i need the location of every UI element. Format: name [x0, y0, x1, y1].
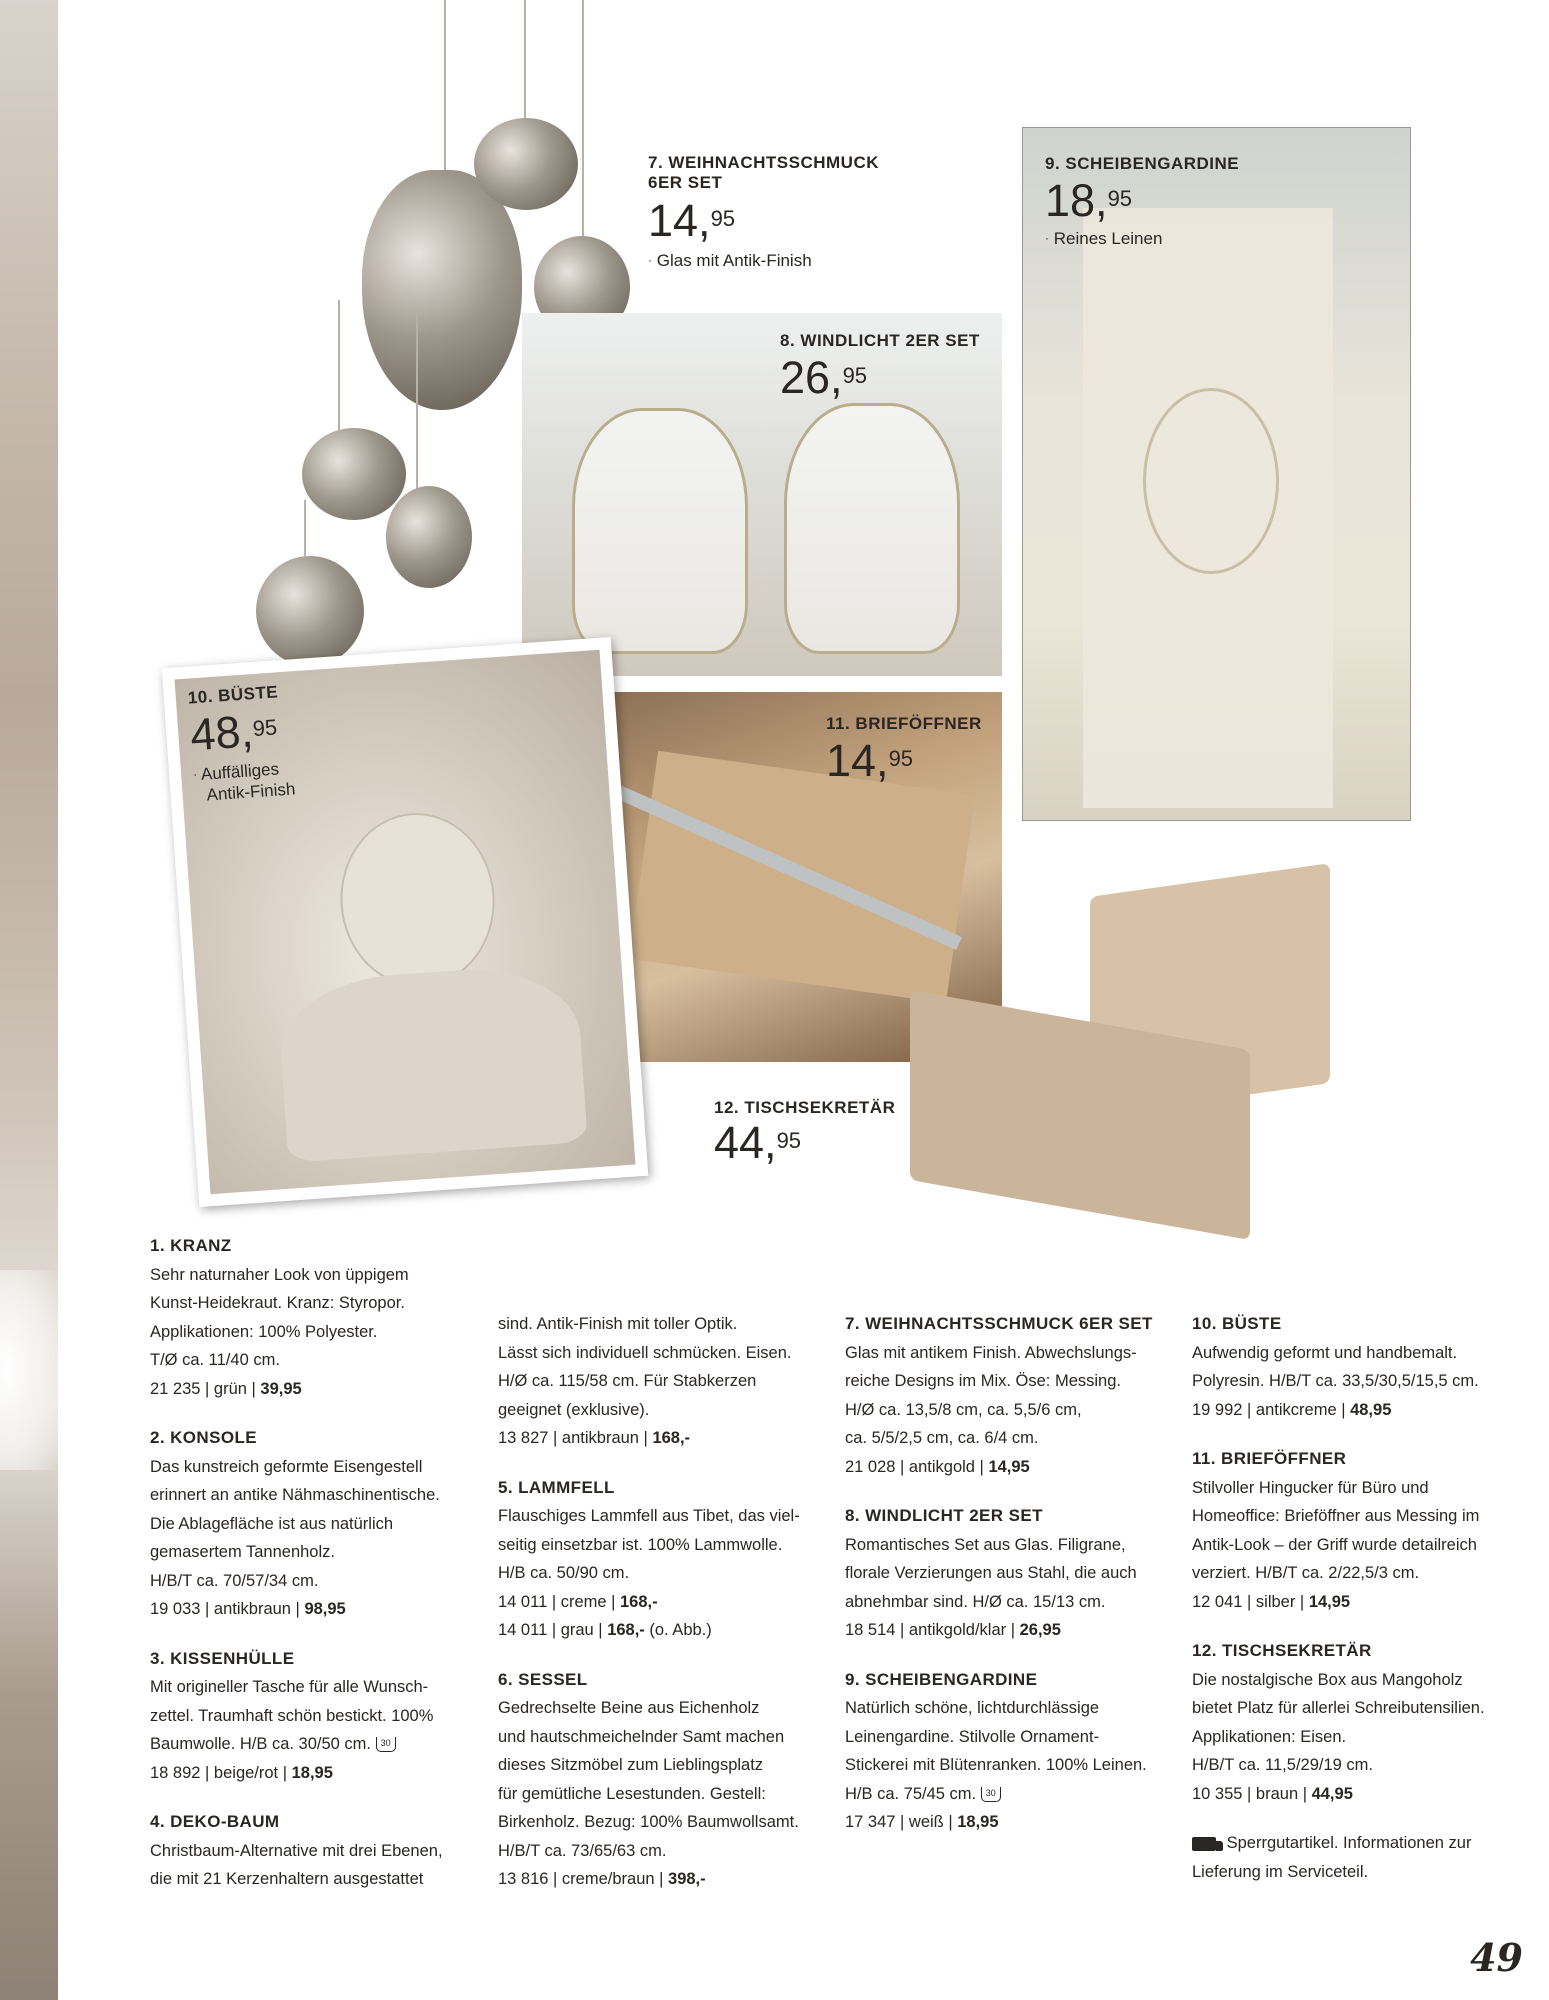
wash-30-icon: 30 — [981, 1787, 1001, 1802]
p7-title: 7. WEIHNACHTSSCHMUCK 6ER SET — [648, 153, 879, 192]
column-4: 10. BÜSTE Aufwendig geformt und handbemalt. Polyresin. H/B/T ca. 33,5/30,5/15,5 cm. 19 992 | antikcreme | 48,95 11. BRIEFÖFFNER Stilvoller Hingucker für Büro und Homeoffice: Brieföffner aus Messing im Antik-Look – der Griff wurde detailreich verziert. H/B/T ca. 2/22,5/3 cm. 12 041 | silber | 14,95 12. TISCHSEKRETÄR Die nostalgische Box aus Mangoholz bietet Platz für allerlei Schreibutensilien. Applikationen: Eisen. H/B/T ca. 11,5/29/19 cm. 10 355 | braun | 44,95 Sperrgutartikel. Informationen zur Lieferung im Serviceteil. — [1192, 1310, 1532, 1886]
column-1: 1. KRANZ Sehr naturnaher Look von üppigem Kunst-Heidekraut. Kranz: Styropor. Applikationen: 100% Polyester. T/Ø ca. 11/40 cm. 21 235 | grün | 39,95 2. KONSOLE Das kunstreich geformte Eisengestell erinnert an antike Nähmaschinentische. Die Ablagefläche ist aus natürlich gemasertem Tannenholz. H/B/T ca. 70/57/34 cm. 19 033 | antikbraun | 98,95 3. KISSENHÜLLE Mit origineller Tasche für alle Wunsch- zettel. Traumhaft schön bestickt. 100% Baumwolle. H/B ca. 30/50 cm. 30 18 892 | beige/rot | 18,95 4. DEKO-BAUM Christbaum-Alternative mit drei Ebenen, die mit 21 Kerzenhaltern ausgestattet — [150, 1232, 480, 1894]
p10-note: · Auffälliges Antik-Finish — [192, 759, 296, 805]
item-12-price-line: 10 355 | braun | 44,95 — [1192, 1784, 1353, 1803]
tischsekretaer-photo — [890, 820, 1390, 1250]
p11-title: 11. BRIEFÖFFNER — [826, 714, 982, 733]
p8-title: 8. WINDLICHT 2ER SET — [780, 331, 980, 350]
p7-price: 14,95 — [648, 195, 736, 246]
item-5-title: 5. LAMMFELL — [498, 1477, 615, 1497]
item-2-price-line: 19 033 | antikbraun | 98,95 — [150, 1600, 346, 1618]
item-6-title: 6. SESSEL — [498, 1669, 588, 1689]
column-2: sind. Antik-Finish mit toller Optik. Lässt sich individuell schmücken. Eisen. H/Ø ca. 115/58 cm. Für Stabkerzen geeignet (exklusive). 13 827 | antikbraun | 168,- 5. LAMMFELL Flauschiges Lammfell aus Tibet, das viel- seitig einsetzbar ist. 100% Lammwolle. H/B ca. 50/90 cm. 14 011 | creme | 168,- 14 011 | grau | 168,- (o. Abb.) 6. SESSEL Gedrechselte Beine aus Eichenholz und hautschmeichelnder Samt machen dieses Sitzmöbel zum Lieblingsplatz für gemütliche Lesestunden. Gestell: Birkenholz. Bezug: 100% Baumwollsamt. H/B/T ca. 73/65/63 cm. 13 816 | creme/braun | 398,- — [498, 1310, 838, 1894]
p11-price: 14,95 — [826, 735, 914, 786]
item-3-price-line: 18 892 | beige/rot | 18,95 — [150, 1763, 333, 1782]
page-number: 49 — [1470, 1935, 1523, 1980]
p7-note: · Glas mit Antik-Finish — [648, 251, 812, 270]
item-2-title: 2. KONSOLE — [150, 1428, 257, 1447]
item-5-price-line-1: 14 011 | creme | 168,- — [498, 1592, 658, 1611]
item-9-price-line: 17 347 | weiß | 18,95 — [845, 1813, 999, 1831]
item-11-price-line: 12 041 | silber | 14,95 — [1192, 1592, 1351, 1611]
item-8-title: 8. WINDLICHT 2ER SET — [845, 1506, 1043, 1525]
left-edge-photo — [0, 0, 58, 2000]
item-1-price-line: 21 235 | grün | 39,95 — [150, 1379, 302, 1398]
windlicht-photo — [522, 313, 1002, 676]
item-3-title: 3. KISSENHÜLLE — [150, 1648, 295, 1668]
item-8-price-line: 18 514 | antikgold/klar | 26,95 — [845, 1621, 1061, 1639]
p9-price: 18,95 — [1045, 175, 1133, 226]
p8-price: 26,95 — [780, 352, 868, 403]
item-12-title: 12. TISCHSEKRETÄR — [1192, 1641, 1372, 1660]
item-10-title: 10. BÜSTE — [1192, 1314, 1282, 1333]
bueste-photo — [162, 637, 649, 1207]
p10-price: 48,95 — [188, 705, 279, 761]
item-4-title: 4. DEKO-BAUM — [150, 1812, 280, 1831]
gardine-photo — [1022, 127, 1411, 821]
sperrgut-note: Sperrgutartikel. Informationen zur — [1192, 1829, 1532, 1858]
item-11-title: 11. BRIEFÖFFNER — [1192, 1449, 1347, 1468]
p12-title: 12. TISCHSEKRETÄR — [714, 1098, 896, 1117]
truck-icon — [1192, 1837, 1216, 1851]
item-7-title: 7. WEIHNACHTSSCHMUCK 6ER SET — [845, 1314, 1153, 1333]
item-9-title: 9. SCHEIBENGARDINE — [845, 1669, 1038, 1689]
item-4-price-line: 13 827 | antikbraun | 168,- — [498, 1429, 691, 1447]
item-10-price-line: 19 992 | antikcreme | 48,95 — [1192, 1400, 1392, 1419]
item-6-price-line: 13 816 | creme/braun | 398,- — [498, 1870, 706, 1888]
item-5-price-line-2: 14 011 | grau | 168,- (o. Abb.) — [498, 1621, 712, 1639]
item-7-price-line: 21 028 | antikgold | 14,95 — [845, 1457, 1030, 1476]
wash-30-icon: 30 — [376, 1737, 396, 1752]
p12-price: 44,95 — [714, 1117, 802, 1168]
p9-title: 9. SCHEIBENGARDINE — [1045, 154, 1240, 173]
column-3: 7. WEIHNACHTSSCHMUCK 6ER SET Glas mit antikem Finish. Abwechslungs- reiche Designs im Mix. Öse: Messing. H/Ø ca. 13,5/8 cm, ca. 5,5/6 cm, ca. 5/5/2,5 cm, ca. 6/4 cm. 21 028 | antikgold | 14,95 8. WINDLICHT 2ER SET Romantisches Set aus Glas. Filigrane, florale Verzierungen aus Stahl, die auch abnehmbar sind. H/Ø ca. 15/13 cm. 18 514 | antikgold/klar | 26,95 9. SCHEIBENGARDINE Natürlich schöne, lichtdurchlässige Leinengardine. Stilvolle Ornament- Stickerei mit Blütenranken. 100% Leinen. H/B ca. 75/45 cm. 30 17 347 | weiß | 18,95 — [845, 1310, 1185, 1837]
p9-note: · Reines Leinen — [1045, 229, 1163, 248]
p10-title: 10. BÜSTE — [187, 682, 279, 708]
item-1-title: 1. KRANZ — [150, 1236, 232, 1255]
